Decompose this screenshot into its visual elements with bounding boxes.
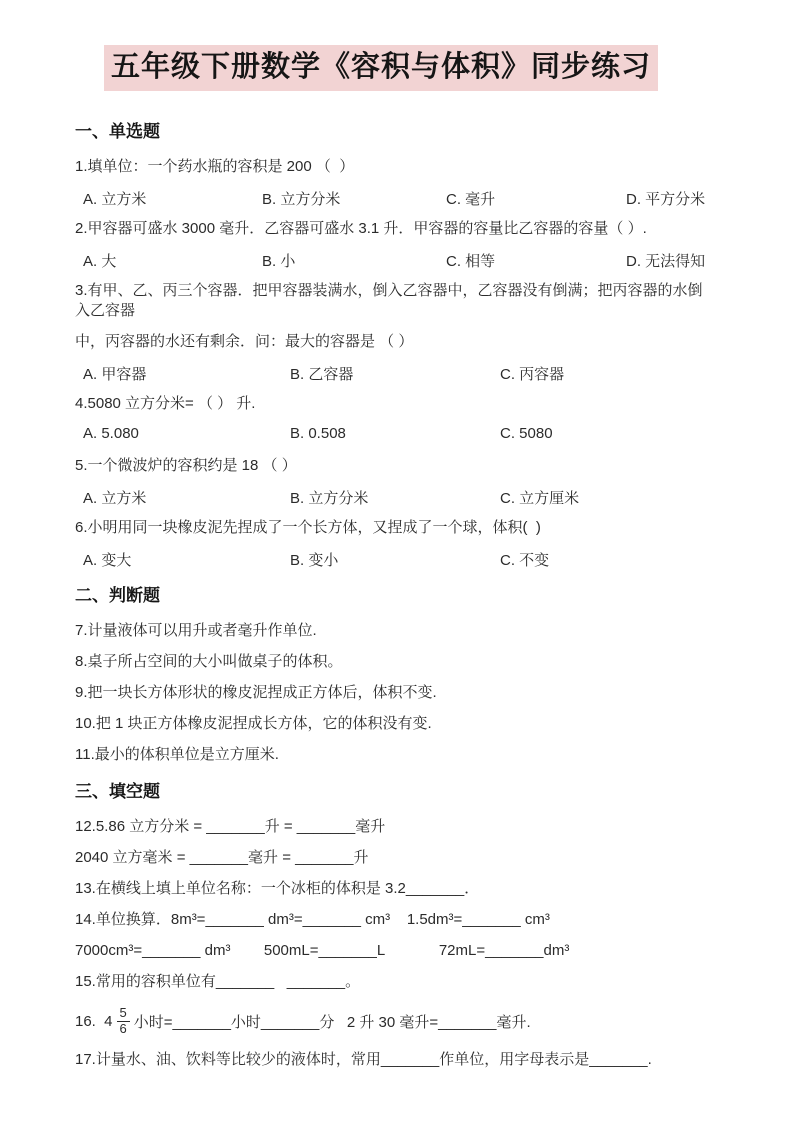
- option-b: B. 0.508: [290, 424, 346, 442]
- question-6-text: 6.小明用同一块橡皮泥先捏成了一个长方体，又捏成了一个球，体积( ): [75, 518, 541, 536]
- question-2-options: [75, 250, 715, 270]
- question-12-text-line2: 2040 立方毫米 = _______毫升 = _______升: [75, 848, 369, 866]
- option-a: A. 立方米: [83, 489, 147, 507]
- question-13-text: 13.在横线上填上单位名称：一个冰柜的体积是 3.2_______．: [75, 879, 480, 897]
- option-b: B. 小: [262, 252, 296, 270]
- question-3-text-line2: 中，丙容器的水还有剩余．问：最大的容器是 （ ）: [75, 332, 414, 350]
- question-3-options: [75, 363, 715, 383]
- option-b: B. 立方分米: [262, 190, 341, 208]
- title-block: [104, 45, 715, 91]
- option-c: C. 立方厘米: [500, 489, 580, 507]
- question-1-options: [75, 188, 715, 208]
- question-4-options: [75, 425, 715, 445]
- question-16-text: [75, 1003, 715, 1041]
- option-a: A. 甲容器: [83, 365, 147, 383]
- question-3-text-line1: 3.有甲、乙、丙三个容器．把甲容器装满水，倒入乙容器中，乙容器没有倒满；把丙容器的水倒入乙容器: [75, 281, 703, 319]
- fraction-denominator: 6: [119, 1021, 127, 1037]
- question-9-text: 9.把一块长方体形状的橡皮泥捏成正方体后，体积不变.: [75, 683, 437, 701]
- option-a: A. 变大: [83, 551, 132, 569]
- fraction-five-sixths: [117, 1006, 130, 1037]
- option-c: C. 不变: [500, 551, 550, 569]
- question-10-text: 10.把 1 块正方体橡皮泥捏成长方体，它的体积没有变.: [75, 714, 432, 732]
- question-15-text: 15.常用的容积单位有_______ _______。: [75, 972, 361, 990]
- option-c: C. 相等: [446, 252, 496, 270]
- option-c: C. 毫升: [446, 190, 496, 208]
- option-c: C. 丙容器: [500, 365, 565, 383]
- section-heading-fill-blank: 三、填空题: [75, 781, 160, 801]
- question-12-text-line1: 12.5.86 立方分米 = _______升 = _______毫升: [75, 817, 386, 835]
- section-heading-multiple-choice: 一、单选题: [75, 121, 160, 141]
- question-4-text: 4.5080 立方分米= （ ） 升.: [75, 394, 256, 412]
- option-b: B. 立方分米: [290, 489, 369, 507]
- section-heading-true-false: 二、判断题: [75, 585, 160, 605]
- question-16-suffix: 小时=_______小时_______分 2 升 30 毫升=_______毫升.: [133, 1014, 531, 1032]
- fraction-numerator: 5: [117, 1006, 130, 1022]
- option-d: D. 平方分米: [626, 190, 706, 208]
- page-title: 五年级下册数学《容积与体积》同步练习: [104, 45, 658, 91]
- option-b: B. 变小: [290, 551, 339, 569]
- option-c: C. 5080: [500, 424, 553, 442]
- question-14-text-line1: 14.单位换算．8m³=_______ dm³=_______ cm³ 1.5dm³=_______ cm³: [75, 910, 550, 928]
- question-16-prefix: 16. 4: [75, 1013, 113, 1031]
- question-5-text: 5.一个微波炉的容积约是 18 （ ）: [75, 456, 297, 474]
- question-11-text: 11.最小的体积单位是立方厘米.: [75, 745, 279, 763]
- option-b: B. 乙容器: [290, 365, 354, 383]
- question-1-text: 1.填单位：一个药水瓶的容积是 200 （ ）: [75, 157, 355, 175]
- question-14-text-line2: 7000cm³=_______ dm³ 500mL=_______L 72mL=_______dm³: [75, 941, 570, 959]
- question-8-text: 8.桌子所占空间的大小叫做桌子的体积。: [75, 652, 343, 670]
- question-5-options: [75, 487, 715, 507]
- option-a: A. 5.080: [83, 424, 139, 442]
- option-a: A. 大: [83, 252, 117, 270]
- question-6-options: [75, 549, 715, 569]
- question-2-text: 2.甲容器可盛水 3000 毫升．乙容器可盛水 3.1 升．甲容器的容量比乙容器的容量（ ）.: [75, 219, 647, 237]
- question-7-text: 7.计量液体可以用升或者毫升作单位.: [75, 621, 317, 639]
- option-d: D. 无法得知: [626, 252, 706, 270]
- question-17-text: 17.计量水、油、饮料等比较少的液体时，常用_______作单位，用字母表示是_______.: [75, 1050, 652, 1068]
- option-a: A. 立方米: [83, 190, 147, 208]
